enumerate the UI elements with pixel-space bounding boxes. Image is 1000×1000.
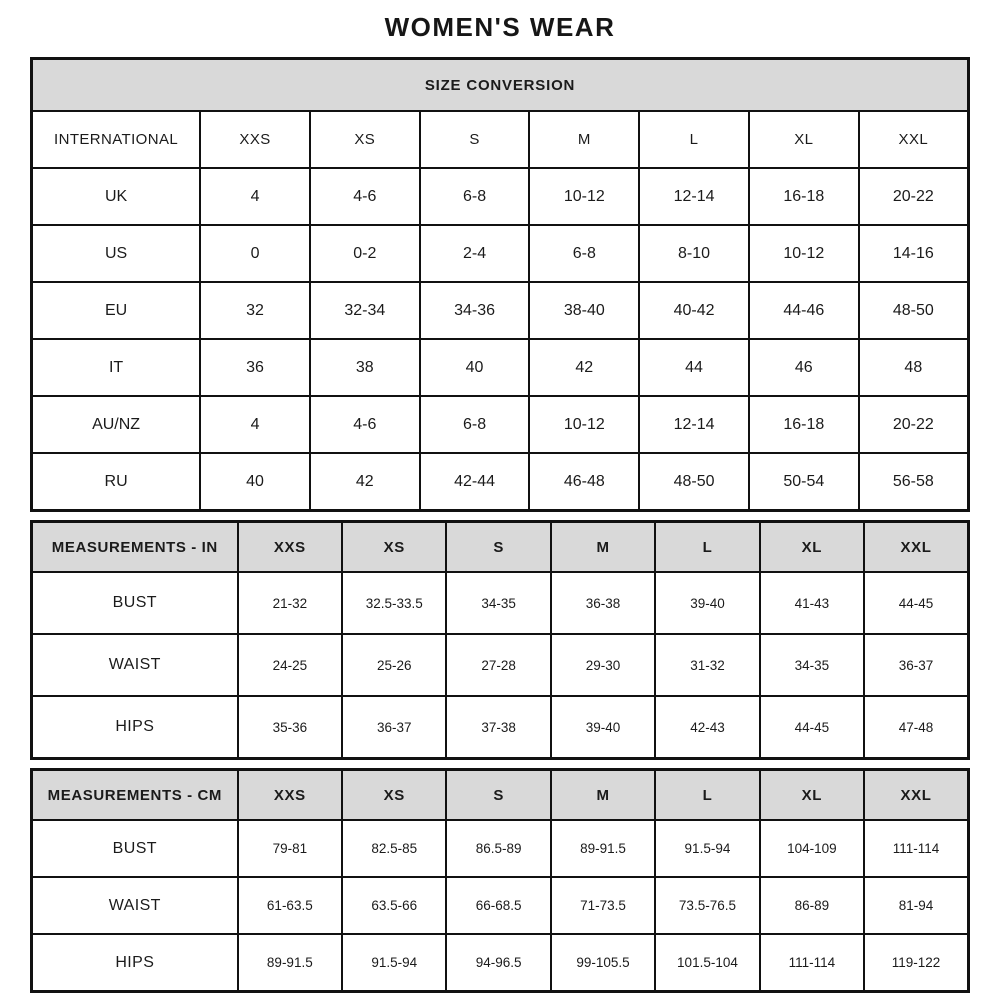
measurement-value: 47-48 [864, 696, 968, 759]
size-value: 50-54 [749, 453, 859, 511]
size-value: 42 [529, 339, 639, 396]
row-label: INTERNATIONAL [32, 111, 201, 168]
measurement-value: 42-43 [655, 696, 759, 759]
measurement-value: 36-38 [551, 572, 655, 634]
measurement-value: 89-91.5 [551, 820, 655, 877]
table-row [32, 634, 969, 696]
col-header: L [655, 522, 759, 573]
col-header: L [655, 770, 759, 821]
size-value: 6-8 [420, 168, 530, 225]
measurement-value: 31-32 [655, 634, 759, 696]
col-header: M [551, 770, 655, 821]
measurement-value: 41-43 [760, 572, 864, 634]
size-value: 36 [200, 339, 310, 396]
col-header: XXS [238, 522, 342, 573]
size-value: 48-50 [639, 453, 749, 511]
measurement-value: 119-122 [864, 934, 968, 992]
measurement-value: 91.5-94 [655, 820, 759, 877]
measurement-value: 101.5-104 [655, 934, 759, 992]
row-label: UK [32, 168, 201, 225]
col-header: XS [342, 522, 446, 573]
size-value: 16-18 [749, 168, 859, 225]
table-row [32, 339, 969, 396]
size-value: 4 [200, 396, 310, 453]
size-value: 2-4 [420, 225, 530, 282]
row-label: US [32, 225, 201, 282]
measurement-value: 63.5-66 [342, 877, 446, 934]
measurement-value: 35-36 [238, 696, 342, 759]
table-row [32, 282, 969, 339]
measurement-value: 91.5-94 [342, 934, 446, 992]
table-header-row [32, 522, 969, 573]
size-value: 42 [310, 453, 420, 511]
measurement-value: 94-96.5 [446, 934, 550, 992]
measurement-value: 34-35 [760, 634, 864, 696]
row-label: WAIST [32, 634, 238, 696]
size-value: 40 [200, 453, 310, 511]
measurement-value: 39-40 [551, 696, 655, 759]
measurement-value: 81-94 [864, 877, 968, 934]
measurement-value: 86.5-89 [446, 820, 550, 877]
col-header: XS [342, 770, 446, 821]
size-value: 10-12 [529, 396, 639, 453]
size-value: 0 [200, 225, 310, 282]
size-value: 8-10 [639, 225, 749, 282]
measurement-value: 24-25 [238, 634, 342, 696]
size-value: 20-22 [859, 168, 969, 225]
size-value: 56-58 [859, 453, 969, 511]
size-value: 0-2 [310, 225, 420, 282]
measurement-value: 21-32 [238, 572, 342, 634]
size-conversion-table [30, 57, 970, 512]
size-value: 38-40 [529, 282, 639, 339]
table-header-row [32, 770, 969, 821]
size-conversion-title: SIZE CONVERSION [32, 59, 969, 112]
size-value: 44-46 [749, 282, 859, 339]
size-value: 48-50 [859, 282, 969, 339]
measurement-value: 36-37 [342, 696, 446, 759]
measurement-value: 79-81 [238, 820, 342, 877]
measurements-cm-table [30, 768, 970, 993]
size-value: 34-36 [420, 282, 530, 339]
col-header: M [529, 111, 639, 168]
measurement-value: 34-35 [446, 572, 550, 634]
measurement-value: 99-105.5 [551, 934, 655, 992]
measurement-value: 32.5-33.5 [342, 572, 446, 634]
size-value: 10-12 [529, 168, 639, 225]
size-value: 4-6 [310, 396, 420, 453]
col-header: S [446, 522, 550, 573]
measurement-value: 104-109 [760, 820, 864, 877]
size-value: 32-34 [310, 282, 420, 339]
size-value: 32 [200, 282, 310, 339]
col-header: S [446, 770, 550, 821]
table-row [32, 820, 969, 877]
row-label: HIPS [32, 696, 238, 759]
measurement-value: 82.5-85 [342, 820, 446, 877]
page-title: WOMEN'S WEAR [384, 12, 616, 42]
size-value: 16-18 [749, 396, 859, 453]
table-header-row [32, 111, 969, 168]
col-header: XXS [238, 770, 342, 821]
row-label: EU [32, 282, 201, 339]
col-header: XL [760, 522, 864, 573]
size-value: 40 [420, 339, 530, 396]
table-row [32, 572, 969, 634]
row-label: RU [32, 453, 201, 511]
measurement-value: 29-30 [551, 634, 655, 696]
measurements-in-table [30, 520, 970, 760]
size-value: 12-14 [639, 396, 749, 453]
table-row [32, 934, 969, 992]
size-value: 10-12 [749, 225, 859, 282]
row-label: BUST [32, 572, 238, 634]
row-label: BUST [32, 820, 238, 877]
size-chart-page [30, 0, 970, 993]
table-row [32, 877, 969, 934]
size-value: 20-22 [859, 396, 969, 453]
size-value: 12-14 [639, 168, 749, 225]
row-label: HIPS [32, 934, 238, 992]
size-value: 42-44 [420, 453, 530, 511]
size-value: 4 [200, 168, 310, 225]
measurement-value: 36-37 [864, 634, 968, 696]
size-value: 4-6 [310, 168, 420, 225]
measurement-value: 73.5-76.5 [655, 877, 759, 934]
size-value: 48 [859, 339, 969, 396]
measurement-value: 37-38 [446, 696, 550, 759]
col-header: M [551, 522, 655, 573]
measurement-value: 89-91.5 [238, 934, 342, 992]
row-label: IT [32, 339, 201, 396]
col-header: XS [310, 111, 420, 168]
table-row [32, 453, 969, 511]
measurement-value: 44-45 [864, 572, 968, 634]
col-header: XXL [859, 111, 969, 168]
row-label: WAIST [32, 877, 238, 934]
measurement-value: 25-26 [342, 634, 446, 696]
size-value: 40-42 [639, 282, 749, 339]
table-row [32, 696, 969, 759]
measurement-value: 86-89 [760, 877, 864, 934]
measurement-value: 71-73.5 [551, 877, 655, 934]
col-header: XXL [864, 522, 968, 573]
col-header: L [639, 111, 749, 168]
measurement-value: 44-45 [760, 696, 864, 759]
table-row [32, 225, 969, 282]
measurements-in-title: MEASUREMENTS - IN [32, 522, 238, 573]
measurements-cm-title: MEASUREMENTS - CM [32, 770, 238, 821]
table-row [32, 396, 969, 453]
table-banner-row [32, 59, 969, 112]
row-label: AU/NZ [32, 396, 201, 453]
measurement-value: 111-114 [864, 820, 968, 877]
col-header: XL [749, 111, 859, 168]
size-value: 46 [749, 339, 859, 396]
size-value: 6-8 [529, 225, 639, 282]
col-header: XL [760, 770, 864, 821]
measurement-value: 66-68.5 [446, 877, 550, 934]
col-header: XXL [864, 770, 968, 821]
size-value: 14-16 [859, 225, 969, 282]
col-header: XXS [200, 111, 310, 168]
measurement-value: 39-40 [655, 572, 759, 634]
size-value: 46-48 [529, 453, 639, 511]
col-header: S [420, 111, 530, 168]
measurement-value: 111-114 [760, 934, 864, 992]
size-value: 6-8 [420, 396, 530, 453]
size-value: 38 [310, 339, 420, 396]
measurement-value: 61-63.5 [238, 877, 342, 934]
size-value: 44 [639, 339, 749, 396]
measurement-value: 27-28 [446, 634, 550, 696]
table-row [32, 168, 969, 225]
